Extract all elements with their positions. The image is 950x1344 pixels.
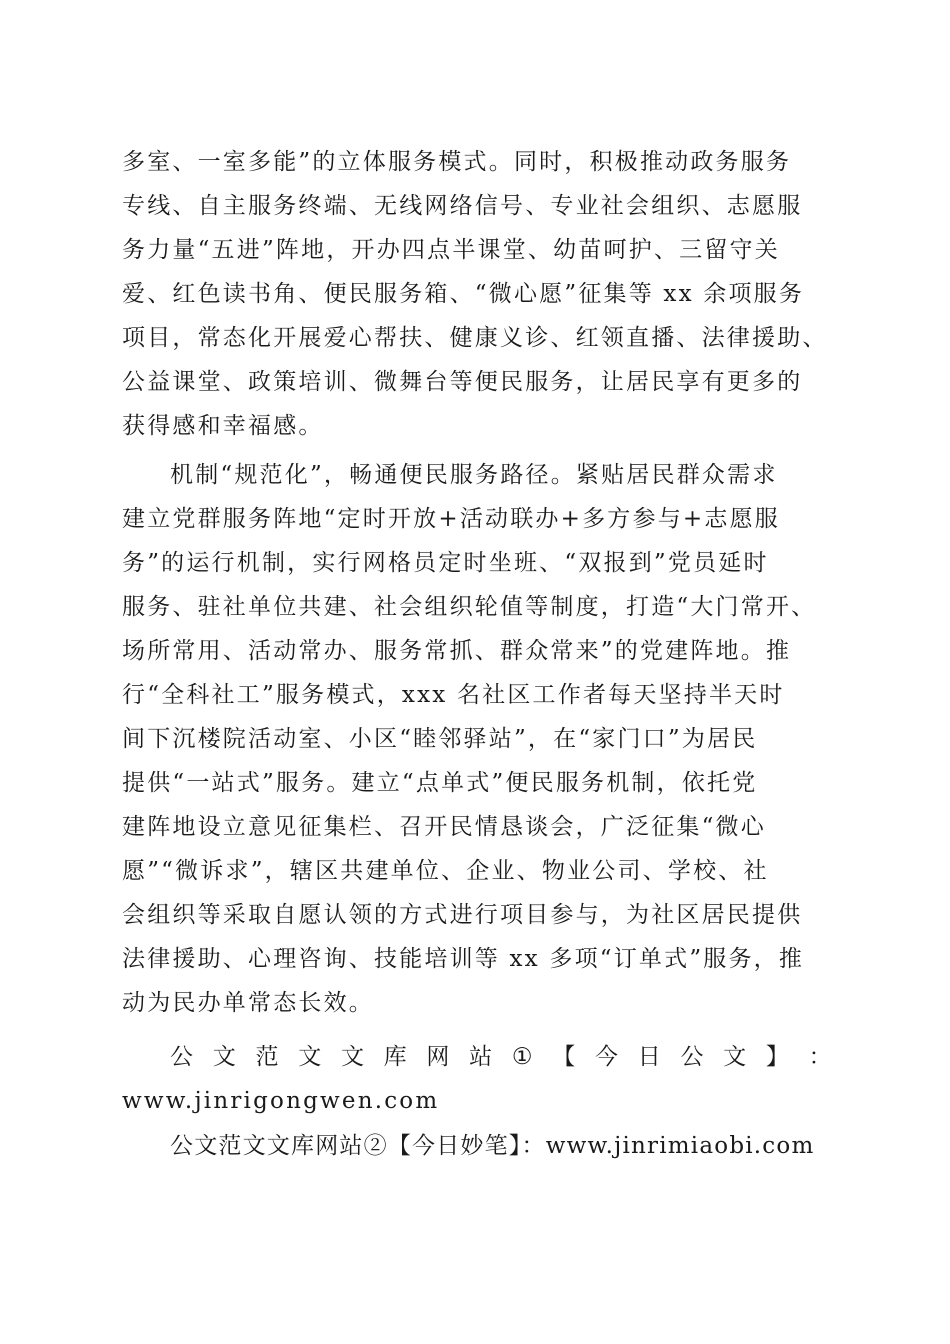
ad-char: 日	[637, 1044, 663, 1070]
ad-char: 】	[765, 1044, 792, 1070]
ad-char: 文	[723, 1044, 749, 1070]
ad-char: 【	[552, 1044, 578, 1070]
text-line: 项目，常态化开展爱心帮扶、健康义诊、红领直播、法律援助、	[122, 325, 828, 351]
ad-char: ①	[511, 1044, 535, 1070]
text-line: 爱、红色读书角、便民服务箱、“微心愿”征集等 xx 余项服务	[122, 281, 805, 307]
paragraph-mechanism	[122, 453, 834, 1025]
ad-char: 网	[426, 1044, 452, 1070]
text-line: 专线、自主服务终端、无线网络信号、专业社会组织、志愿服	[122, 193, 803, 219]
text-line: 动为民办单常态长效。	[122, 990, 374, 1016]
text-line: 法律援助、心理咨询、技能培训等 xx 多项“订单式”服务，推	[122, 946, 805, 972]
text-line: 会组织等采取自愿认领的方式进行项目参与，为社区居民提供	[122, 902, 803, 928]
text-line: 建立党群服务阵地“定时开放+活动联办+多方参与+志愿服	[122, 506, 780, 532]
website-ad-2	[170, 1124, 850, 1168]
website-ad-1-url[interactable]: www.jinrigongwen.com	[122, 1088, 440, 1114]
text-line: 多室、一室多能”的立体服务模式。同时，积极推动政务服务	[122, 149, 792, 175]
text-line: 愿”“微诉求”，辖区共建单位、企业、物业公司、学校、社	[122, 858, 769, 884]
text-line: 间下沉楼院活动室、小区“睦邻驿站”，在“家门口”为居民	[122, 726, 758, 752]
website-ad-1-title	[122, 1035, 834, 1079]
ad-char: 公	[170, 1044, 196, 1070]
ad-char: 范	[255, 1044, 281, 1070]
website-ad-1	[122, 1035, 834, 1123]
ad-char: 文	[340, 1044, 367, 1070]
text-line: 提供“一站式”服务。建立“点单式”便民服务机制，依托党	[122, 770, 758, 796]
text-line: 行“全科社工”服务模式，xxx 名社区工作者每天坚持半天时	[122, 682, 785, 708]
ad-char: 库	[383, 1044, 409, 1070]
text-line: 机制“规范化”，畅通便民服务路径。紧贴居民群众需求	[170, 462, 778, 488]
ad-char: 公	[680, 1044, 706, 1070]
website-ad-2-text[interactable]: 公文范文文库网站②【今日妙笔】：www.jinrimiaobi.com	[170, 1133, 815, 1159]
text-line: 建阵地设立意见征集栏、召开民情恳谈会，广泛征集“微心	[122, 814, 766, 840]
text-line: 获得感和幸福感。	[122, 413, 324, 439]
text-line: 服务、驻社单位共建、社会组织轮值等制度，打造“大门常开、	[122, 594, 817, 620]
text-line: 务力量“五进”阵地，开办四点半课堂、幼苗呵护、三留守关	[122, 237, 780, 263]
text-line: 公益课堂、政策培训、微舞台等便民服务，让居民享有更多的	[122, 369, 803, 395]
ad-char: 今	[594, 1044, 621, 1070]
text-line: 场所常用、活动常办、服务常抓、群众常来”的党建阵地。推	[122, 638, 792, 664]
ad-char: 文	[212, 1044, 238, 1070]
paragraph-service-model	[122, 140, 834, 448]
text-line: 务”的运行机制，实行网格员定时坐班、“双报到”党员延时	[122, 550, 769, 576]
ad-char: ：	[808, 1044, 834, 1070]
ad-char: 文	[298, 1044, 324, 1070]
ad-char: 站	[469, 1044, 495, 1070]
